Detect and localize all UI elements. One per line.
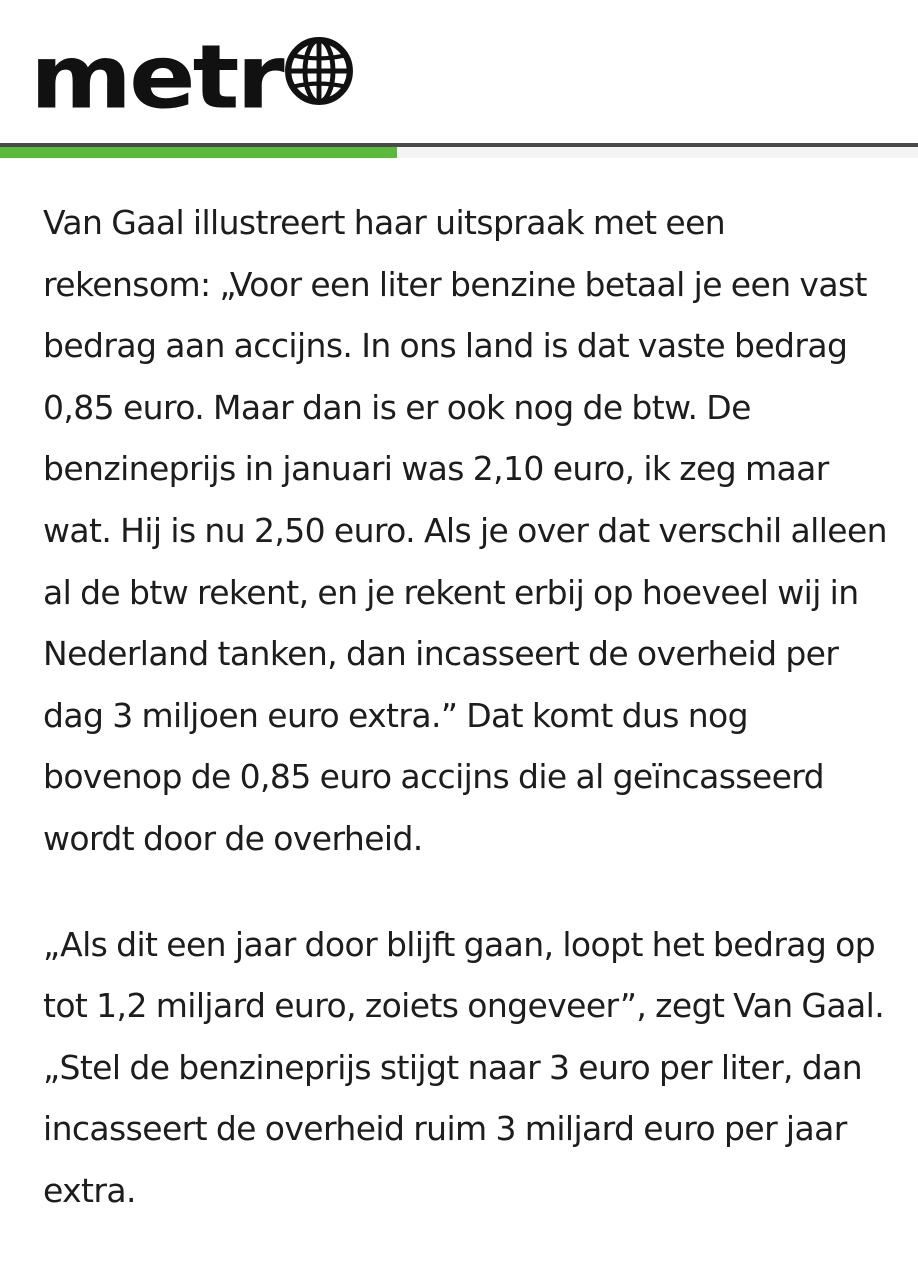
metro-logo[interactable] [30,18,354,130]
reading-progress-bar [0,147,918,158]
globe-icon [284,36,354,106]
article-paragraph: Van Gaal illustreert haar uitspraak met een rekensom: „Voor een liter benzine betaal je een vast bedrag aan accijns. In ons land is dat vaste bedrag 0,85 euro. Maar dan is er ook nog de btw. De benzineprijs in januari was 2,10 euro, ik zeg maar wat. Hij is nu 2,50 euro. Als je over dat verschil alleen al de btw rekent, en je rekent erbij op hoeveel wij in Nederland tanken, dan incasseert de overheid per dag 3 miljoen euro extra.” Dat komt dus nog bovenop de 0,85 euro accijns die al geïncasseerd wordt door de overheid. [43,203,887,858]
site-header [0,0,918,145]
article-paragraph: „Als dit een jaar door blijft gaan, loopt het bedrag op tot 1,2 miljard euro, zoiets ongeveer”, zegt Van Gaal. „Stel de benzineprijs stijgt naar 3 euro per liter, dan incasseert de overheid ruim 3 miljard euro per jaar extra. [43,924,885,1210]
logo-wordmark: metr [30,26,282,130]
reading-progress-fill [0,147,397,158]
article-body [43,192,893,1266]
